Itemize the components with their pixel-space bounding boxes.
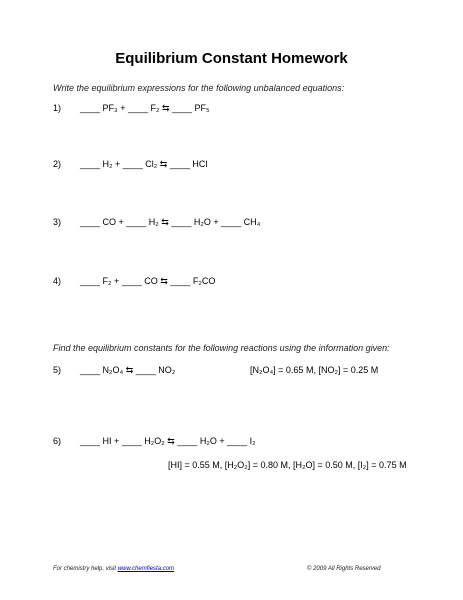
problem-5-number: 5) (53, 365, 62, 375)
page-title: Equilibrium Constant Homework (115, 50, 348, 67)
problem-1-number: 1) (53, 103, 62, 113)
problem-5-given-info: [N₂O₄] = 0.65 M, [NO₂] = 0.25 M (250, 365, 379, 375)
problem-4-number: 4) (53, 276, 62, 286)
problem-6-number: 6) (53, 436, 62, 446)
problem-6-given-info: [HI] = 0.55 M, [H₂O₂] = 0.80 M, [H₂O] = 0.50 M, [I₂] = 0.75 M (168, 460, 407, 470)
problem-3-equation: ____ CO + ____ H₂ ⇆ ____ H₂O + ____ CH₄ (80, 217, 261, 227)
footer-help (53, 566, 174, 572)
problem-2-equation: ____ H₂ + ____ Cl₂ ⇆ ____ HCl (80, 159, 208, 169)
problem-5-equation: ____ N₂O₄ ⇆ ____ NO₂ (80, 365, 176, 375)
problem-4-equation: ____ F₂ + ____ CO ⇆ ____ F₂CO (80, 276, 216, 286)
problem-3-number: 3) (53, 217, 62, 227)
instructions-part-2: Find the equilibrium constants for the following reactions using the information given: (53, 343, 390, 353)
footer-help-text: For chemistry help, visit (53, 566, 118, 572)
problem-1-equation: ____ PF₃ + ____ F₂ ⇆ ____ PF₅ (80, 103, 210, 113)
problem-2-number: 2) (53, 159, 62, 169)
problem-6-equation: ____ HI + ____ H₂O₂ ⇆ ____ H₂O + ____ I₂ (80, 436, 256, 446)
footer-website-link[interactable]: www.chemfiesta.com (117, 566, 175, 572)
footer-copyright: © 2009 All Rights Reserved (307, 566, 381, 572)
instructions-part-1: Write the equilibrium expressions for the following unbalanced equations: (53, 83, 345, 93)
